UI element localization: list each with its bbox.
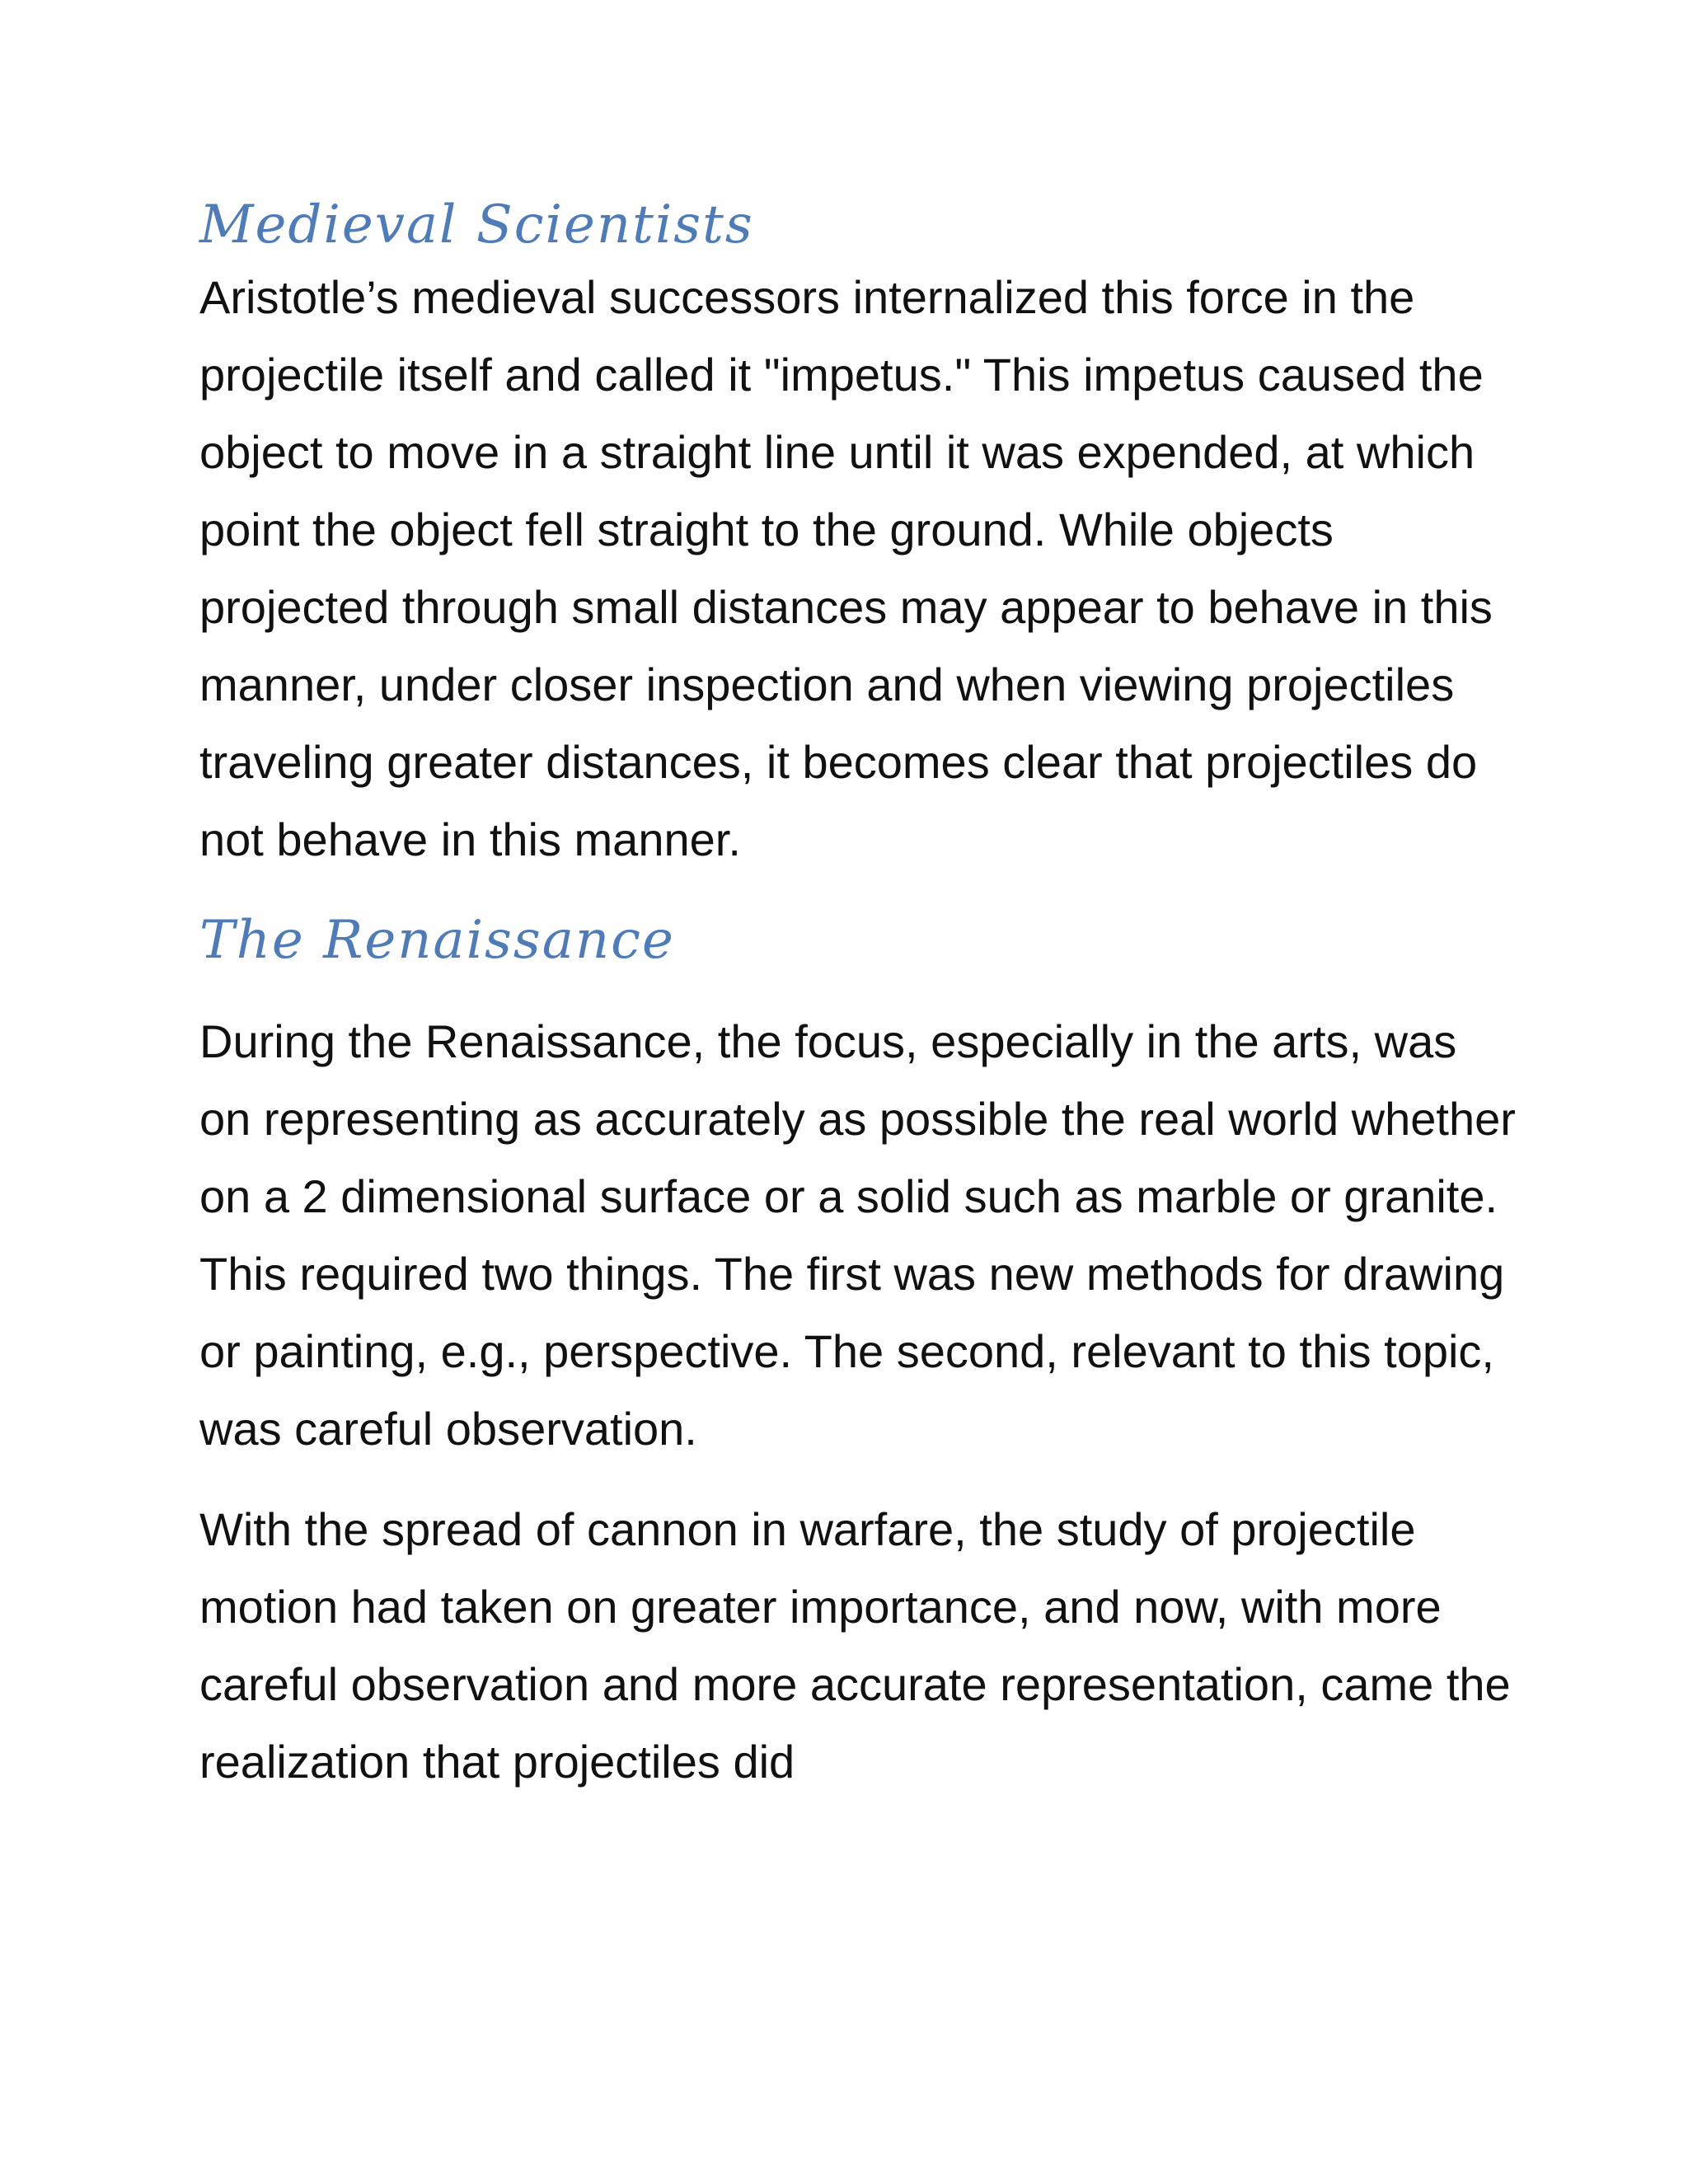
section-heading-medieval-scientists: Medieval Scientists [199,194,754,255]
document-body [199,196,1518,1801]
paragraph-renaissance-observation: During the Renaissance, the focus, especially in the arts, was on representing as accurately as possible the real world whether on a 2 dimensional surface or a solid such as marble or granite. This required two things. The first was new methods for drawing or painting, e.g., perspective. The second, relevant to this topic, was careful observation. [199,1015,1516,1455]
paragraph-cannon-warfare: With the spread of cannon in warfare, the study of projectile motion had taken on greater importance, and now, with more careful observation and more accurate representation, came the realization that projectiles did [199,1502,1511,1788]
paragraph-impetus: Aristotle’s medieval successors internalized this force in the projectile itself and called it "impetus." This impetus caused the object to move in a straight line until it was expended, at which point the object fell straight to the ground. While objects projected through small distances may appear to behave in this manner, under closer inspection and when viewing projectiles traveling greater distances, it becomes clear that projectiles do not behave in this manner. [199,271,1493,866]
section-heading-the-renaissance: The Renaissance [199,910,675,972]
